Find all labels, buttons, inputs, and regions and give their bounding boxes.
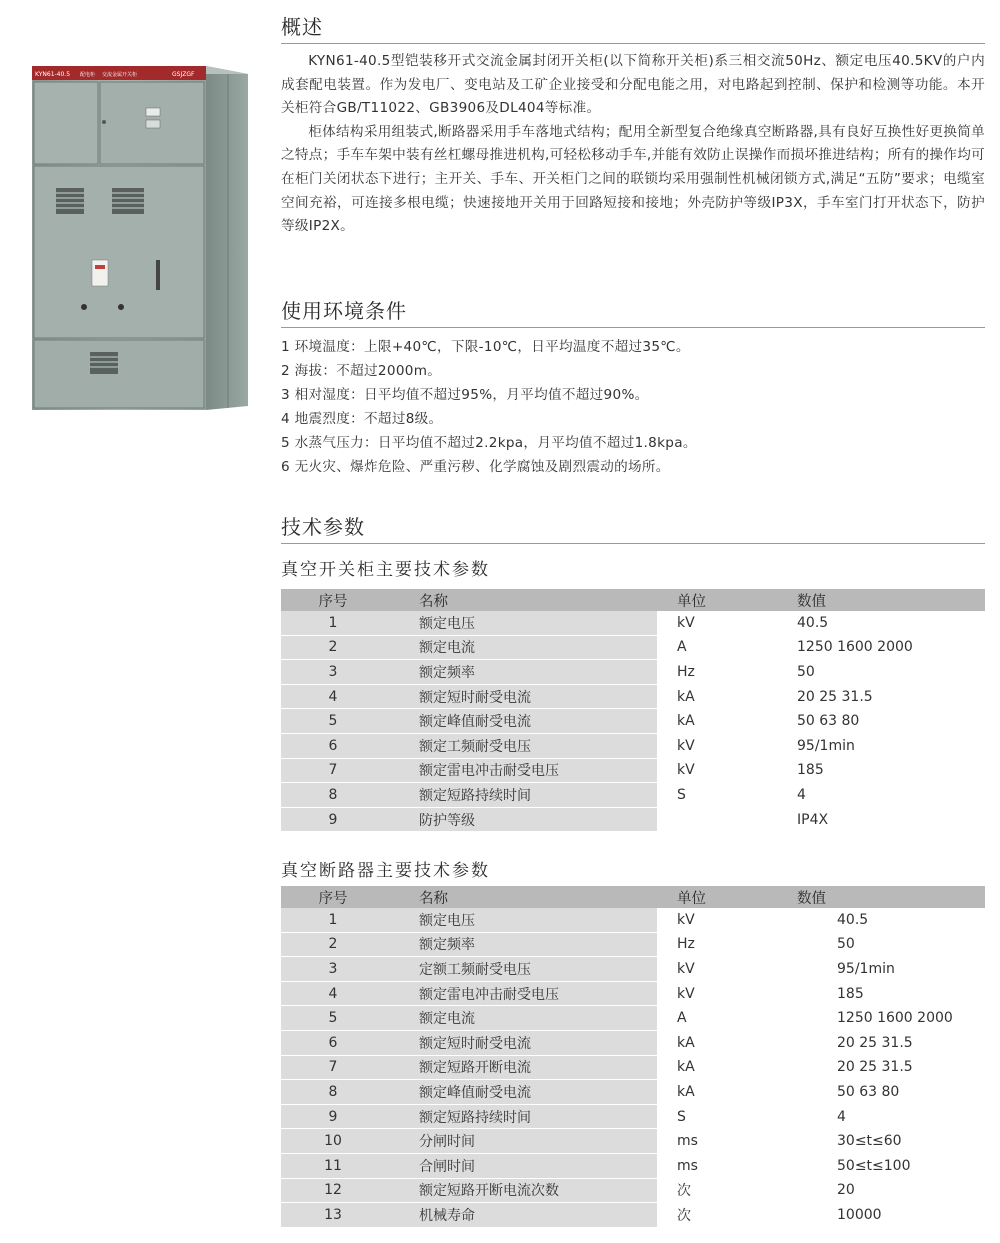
cell-value: 20 25 31.5 bbox=[781, 1055, 985, 1080]
cell-unit bbox=[657, 807, 781, 832]
cell-name: 额定短路持续时间 bbox=[385, 783, 657, 808]
cell-name: 额定电压 bbox=[385, 611, 657, 635]
table-row bbox=[281, 981, 985, 1006]
cell-name: 额定雷电冲击耐受电压 bbox=[385, 758, 657, 783]
cell-unit: kV bbox=[657, 733, 781, 758]
cell-name: 定额工频耐受电压 bbox=[385, 957, 657, 982]
table-row bbox=[281, 783, 985, 808]
header-unit: 单位 bbox=[657, 589, 781, 611]
environment-item: 2 海拔：不超过2000m。 bbox=[281, 362, 442, 379]
table-row bbox=[281, 932, 985, 957]
cell-unit: kV bbox=[657, 957, 781, 982]
cell-name: 额定峰值耐受电流 bbox=[385, 1080, 657, 1105]
overview-paragraph-1: KYN61-40.5型铠装移开式交流金属封闭开关柜(以下简称开关柜)系三相交流50Hz、额定电压40.5KV的户内成套配电装置。作为发电厂、变电站及工矿企业接受和分配电能之用，对电路起到控制、保护和检测等功能。本开关柜符合GB/T11022、GB3906及DL404等标准。 bbox=[281, 53, 985, 117]
cell-value: 50 63 80 bbox=[781, 709, 985, 734]
cell-no: 10 bbox=[281, 1129, 385, 1154]
environment-section bbox=[281, 298, 985, 479]
breaker-spec-body bbox=[281, 908, 985, 1227]
cell-unit: 次 bbox=[657, 1178, 781, 1203]
cell-no: 1 bbox=[281, 611, 385, 635]
table-row bbox=[281, 1178, 985, 1203]
header-name: 名称 bbox=[385, 886, 657, 908]
cell-name: 防护等级 bbox=[385, 807, 657, 832]
cell-value: 185 bbox=[781, 981, 985, 1006]
cell-unit: kA bbox=[657, 1080, 781, 1105]
cell-value: 40.5 bbox=[781, 611, 985, 635]
switchgear-spec-body bbox=[281, 611, 985, 832]
cell-unit: S bbox=[657, 783, 781, 808]
cell-name: 额定工频耐受电压 bbox=[385, 733, 657, 758]
cell-value: 1250 1600 2000 bbox=[781, 1006, 985, 1031]
cell-name: 额定短路开断电流 bbox=[385, 1055, 657, 1080]
cell-value: 50 bbox=[781, 932, 985, 957]
table-row bbox=[281, 807, 985, 832]
cell-name: 额定电流 bbox=[385, 1006, 657, 1031]
cell-name: 额定短路开断电流次数 bbox=[385, 1178, 657, 1203]
cell-value: 20 25 31.5 bbox=[781, 684, 985, 709]
table-row bbox=[281, 1006, 985, 1031]
environment-title: 使用环境条件 bbox=[281, 298, 985, 328]
cell-no: 13 bbox=[281, 1203, 385, 1228]
cell-value: 50≤t≤100 bbox=[781, 1153, 985, 1178]
technical-title: 技术参数 bbox=[281, 514, 985, 544]
cell-unit: Hz bbox=[657, 932, 781, 957]
cell-value: 4 bbox=[781, 783, 985, 808]
cell-name: 合闸时间 bbox=[385, 1153, 657, 1178]
cell-no: 5 bbox=[281, 1006, 385, 1031]
cell-no: 7 bbox=[281, 758, 385, 783]
table-row bbox=[281, 684, 985, 709]
product-image bbox=[28, 60, 254, 412]
table-row bbox=[281, 733, 985, 758]
cell-unit: ms bbox=[657, 1129, 781, 1154]
cell-no: 6 bbox=[281, 1030, 385, 1055]
table-row bbox=[281, 635, 985, 660]
table-row bbox=[281, 957, 985, 982]
cell-value: 1250 1600 2000 bbox=[781, 635, 985, 660]
cell-unit: kA bbox=[657, 709, 781, 734]
table2-caption: 真空断路器主要技术参数 bbox=[281, 861, 490, 881]
cell-unit: A bbox=[657, 1006, 781, 1031]
cell-value: 40.5 bbox=[781, 908, 985, 932]
cell-name: 额定频率 bbox=[385, 932, 657, 957]
header-no: 序号 bbox=[281, 886, 385, 908]
header-value: 数值 bbox=[781, 589, 985, 611]
cell-no: 12 bbox=[281, 1178, 385, 1203]
cell-no: 1 bbox=[281, 908, 385, 932]
cell-unit: ms bbox=[657, 1153, 781, 1178]
environment-item: 6 无火灾、爆炸危险、严重污秽、化学腐蚀及剧烈震动的场所。 bbox=[281, 458, 670, 475]
cell-no: 8 bbox=[281, 1080, 385, 1105]
header-no: 序号 bbox=[281, 589, 385, 611]
header-value: 数值 bbox=[781, 886, 985, 908]
table-row bbox=[281, 758, 985, 783]
table-row bbox=[281, 1203, 985, 1228]
product-label-model: KYN61-40.5 bbox=[35, 71, 71, 78]
cell-no: 2 bbox=[281, 635, 385, 660]
table-row bbox=[281, 709, 985, 734]
cell-unit: kA bbox=[657, 1030, 781, 1055]
cell-value: 4 bbox=[781, 1104, 985, 1129]
header-name: 名称 bbox=[385, 589, 657, 611]
overview-title: 概述 bbox=[281, 14, 985, 44]
table-header-row bbox=[281, 886, 985, 908]
cell-value: IP4X bbox=[781, 807, 985, 832]
cell-name: 额定峰值耐受电流 bbox=[385, 709, 657, 734]
table-row bbox=[281, 1055, 985, 1080]
cell-no: 6 bbox=[281, 733, 385, 758]
product-label-desc: 交流金属开关柜 bbox=[102, 72, 138, 78]
cell-value: 20 bbox=[781, 1178, 985, 1203]
cell-value: 95/1min bbox=[781, 957, 985, 982]
cell-value: 95/1min bbox=[781, 733, 985, 758]
table-row bbox=[281, 1030, 985, 1055]
cell-no: 5 bbox=[281, 709, 385, 734]
cell-value: 10000 bbox=[781, 1203, 985, 1228]
environment-list bbox=[281, 336, 985, 479]
cell-name: 机械寿命 bbox=[385, 1203, 657, 1228]
cell-name: 分闸时间 bbox=[385, 1129, 657, 1154]
cell-no: 11 bbox=[281, 1153, 385, 1178]
cell-name: 额定短时耐受电流 bbox=[385, 684, 657, 709]
cell-no: 8 bbox=[281, 783, 385, 808]
table1-caption: 真空开关柜主要技术参数 bbox=[281, 560, 490, 580]
cell-no: 7 bbox=[281, 1055, 385, 1080]
table-row bbox=[281, 1153, 985, 1178]
product-label-brand: GSJZGF bbox=[172, 71, 195, 78]
table-row bbox=[281, 1129, 985, 1154]
cell-value: 50 63 80 bbox=[781, 1080, 985, 1105]
cell-value: 185 bbox=[781, 758, 985, 783]
cell-no: 9 bbox=[281, 807, 385, 832]
cell-unit: kV bbox=[657, 908, 781, 932]
overview-paragraph-2: 柜体结构采用组装式,断路器采用手车落地式结构；配用全新型复合绝缘真空断路器,具有良好互换性好更换简单之特点；手车车架中装有丝杠螺母推进机构,可轻松移动手车,并能有效防止误操作而损坏推进结构；所有的操作均可在柜门关闭状态下进行；主开关、手车、开关柜门之间的联锁均采用强制性机械闭锁方式,满足“五防”要求；电缆室空间充裕，可连接多根电缆；快速接地开关用于回路短接和接地；外壳防护等级IP3X，手车室门打开状态下，防护等级IP2X。 bbox=[281, 123, 985, 235]
cell-name: 额定电压 bbox=[385, 908, 657, 932]
cell-unit: S bbox=[657, 1104, 781, 1129]
cell-unit: kV bbox=[657, 611, 781, 635]
switchgear-spec-table bbox=[281, 589, 985, 832]
cell-unit: kA bbox=[657, 1055, 781, 1080]
table-row bbox=[281, 908, 985, 932]
cell-no: 2 bbox=[281, 932, 385, 957]
cell-unit: 次 bbox=[657, 1203, 781, 1228]
environment-item: 4 地震烈度：不超过8级。 bbox=[281, 410, 443, 427]
product-label-middle: 配电柜 bbox=[80, 72, 96, 78]
table-row bbox=[281, 611, 985, 635]
cell-name: 额定频率 bbox=[385, 660, 657, 685]
cell-unit: kA bbox=[657, 684, 781, 709]
cell-name: 额定短路持续时间 bbox=[385, 1104, 657, 1129]
table-row bbox=[281, 1080, 985, 1105]
cell-name: 额定电流 bbox=[385, 635, 657, 660]
technical-section bbox=[281, 514, 985, 544]
cell-no: 4 bbox=[281, 981, 385, 1006]
cell-no: 3 bbox=[281, 957, 385, 982]
cell-no: 9 bbox=[281, 1104, 385, 1129]
cell-no: 3 bbox=[281, 660, 385, 685]
cell-no: 4 bbox=[281, 684, 385, 709]
cell-unit: Hz bbox=[657, 660, 781, 685]
table-header-row bbox=[281, 589, 985, 611]
environment-item: 1 环境温度：上限+40℃，下限-10℃，日平均温度不超过35℃。 bbox=[281, 339, 690, 355]
environment-item: 5 水蒸气压力：日平均值不超过2.2kpa，月平均值不超过1.8kpa。 bbox=[281, 434, 697, 451]
table-row bbox=[281, 1104, 985, 1129]
cell-unit: kV bbox=[657, 758, 781, 783]
overview-section bbox=[281, 14, 985, 239]
cell-unit: A bbox=[657, 635, 781, 660]
cell-value: 50 bbox=[781, 660, 985, 685]
header-unit: 单位 bbox=[657, 886, 781, 908]
cell-unit: kV bbox=[657, 981, 781, 1006]
breaker-spec-table bbox=[281, 886, 985, 1228]
cell-value: 30≤t≤60 bbox=[781, 1129, 985, 1154]
environment-item: 3 相对湿度：日平均值不超过95%，月平均值不超过90%。 bbox=[281, 386, 649, 403]
cell-value: 20 25 31.5 bbox=[781, 1030, 985, 1055]
table-row bbox=[281, 660, 985, 685]
cell-name: 额定短时耐受电流 bbox=[385, 1030, 657, 1055]
cell-name: 额定雷电冲击耐受电压 bbox=[385, 981, 657, 1006]
